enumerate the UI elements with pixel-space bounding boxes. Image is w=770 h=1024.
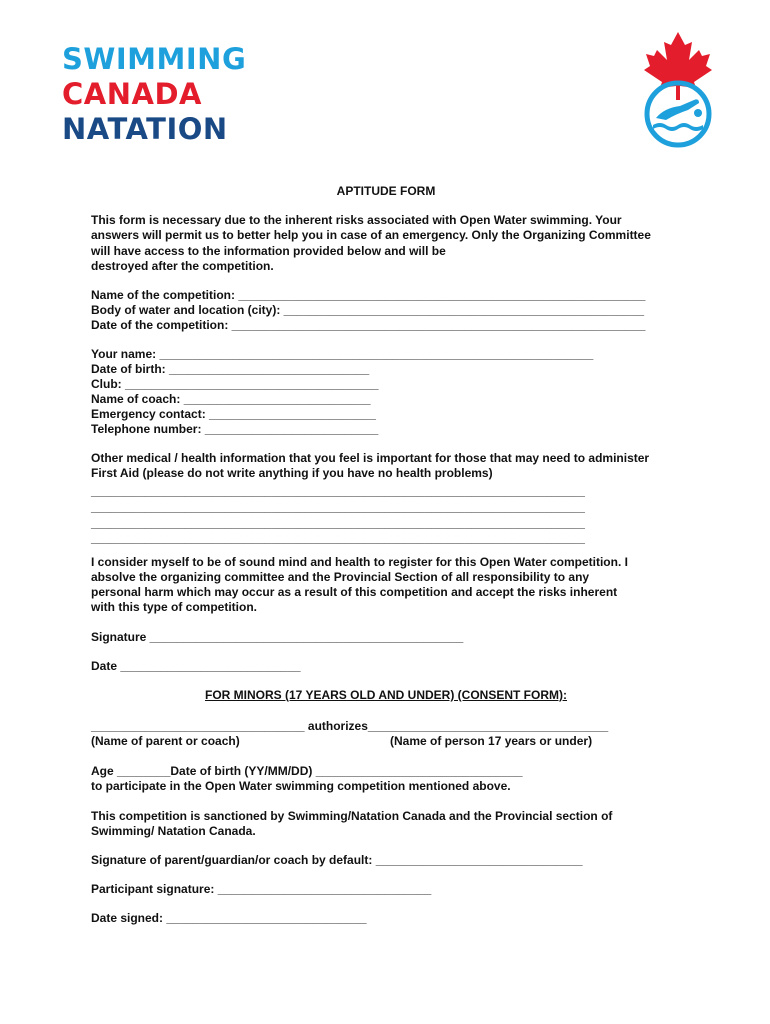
intro-line-4: destroyed after the competition. [91, 259, 274, 273]
competition-date-field[interactable]: Date of the competition: ______________________________________________________________ [91, 318, 646, 332]
medical-line-1[interactable]: __________________________________________________________________________ [91, 484, 585, 498]
medical-text-line-1: Other medical / health information that you feel is important for those that may need to administer [91, 451, 650, 465]
declaration-line-1: I consider myself to be of sound mind and health to register for this Open Water competition. I [91, 555, 628, 569]
club-field[interactable]: Club: ______________________________________ [91, 377, 379, 391]
age-dob-field[interactable]: Age ________Date of birth (YY/MM/DD) _______________________________ [91, 764, 523, 778]
signature-field[interactable]: Signature _______________________________________________ [91, 630, 464, 644]
minors-heading: FOR MINORS (17 YEARS OLD AND UNDER) (CONSENT FORM): [204, 688, 567, 702]
maple-leaf-icon [644, 32, 712, 100]
medical-line-2[interactable]: __________________________________________________________________________ [91, 500, 585, 514]
declaration-line-2: absolve the organizing committee and the Provincial Section of all responsibility to any [91, 570, 590, 584]
emergency-contact-field[interactable]: Emergency contact: _________________________ [91, 407, 376, 421]
participate-line: to participate in the Open Water swimming competition mentioned above. [91, 779, 511, 793]
declaration-line-3: personal harm which may occur as a result of this competition and accept the risks inherent [91, 585, 618, 599]
date-field[interactable]: Date ___________________________ [91, 659, 301, 673]
logo-line-swimming: SWIMMING [62, 42, 247, 76]
body-of-water-field[interactable]: Body of water and location (city): ______________________________________________________ [91, 303, 645, 317]
date-of-birth-field[interactable]: Date of birth: ______________________________ [91, 362, 370, 376]
intro-line-3: will have access to the information provided below and will be [91, 244, 446, 258]
minor-name-label: (Name of person 17 years or under) [390, 734, 593, 748]
maple-leaf-swimmer-icon [636, 30, 720, 150]
logo-line-canada: CANADA [62, 77, 202, 111]
participant-signature-field[interactable]: Participant signature: ________________________________ [91, 882, 432, 896]
parent-signature-field[interactable]: Signature of parent/guardian/or coach by default: _______________________________ [91, 853, 583, 867]
competition-name-field[interactable]: Name of the competition: _____________________________________________________________ [91, 288, 646, 302]
declaration-line-4: with this type of competition. [91, 600, 257, 614]
intro-line-1: This form is necessary due to the inherent risks associated with Open Water swimming. Your [91, 213, 622, 227]
swimmer-icon [653, 99, 703, 131]
logo-line-natation: NATATION [62, 112, 228, 146]
swimming-canada-logo [62, 42, 246, 147]
parent-name-label: (Name of parent or coach) [91, 734, 240, 748]
date-signed-field[interactable]: Date signed: ______________________________ [91, 911, 367, 925]
sanction-line-1: This competition is sanctioned by Swimming/Natation Canada and the Provincial section of [91, 809, 613, 823]
authorizes-field[interactable]: ________________________________ authorizes____________________________________ [91, 719, 609, 733]
intro-line-2: answers will permit us to better help you in case of an emergency. Only the Organizing Committee [91, 228, 651, 242]
telephone-field[interactable]: Telephone number: __________________________ [91, 422, 379, 436]
form-title: APTITUDE FORM [336, 184, 436, 198]
medical-line-3[interactable]: __________________________________________________________________________ [91, 516, 585, 530]
coach-name-field[interactable]: Name of coach: ____________________________ [91, 392, 371, 406]
medical-line-4[interactable]: __________________________________________________________________________ [91, 531, 585, 545]
medical-text-line-2: First Aid (please do not write anything if you have no health problems) [91, 466, 493, 480]
your-name-field[interactable]: Your name: _________________________________________________________________ [91, 347, 594, 361]
sanction-line-2: Swimming/ Natation Canada. [91, 824, 256, 838]
